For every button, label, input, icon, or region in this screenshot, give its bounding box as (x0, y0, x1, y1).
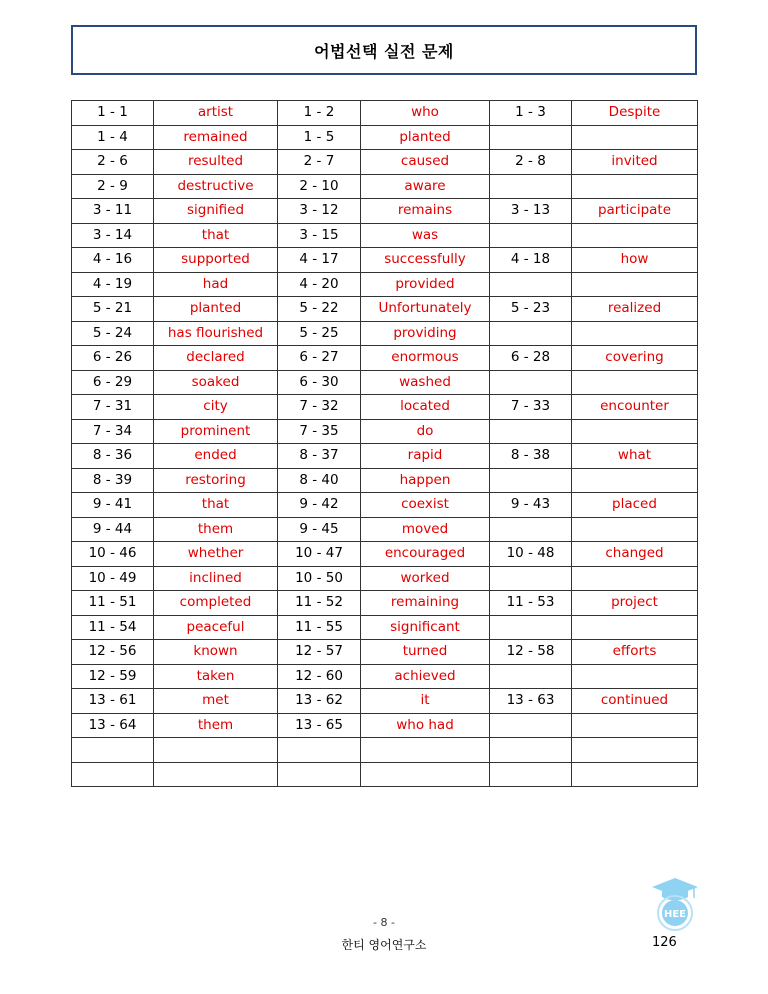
question-number-cell: 1 - 2 (278, 101, 361, 126)
answer-cell: continued (572, 689, 698, 714)
answer-cell: successfully (361, 248, 490, 273)
question-number-cell: 5 - 22 (278, 297, 361, 322)
question-number-cell: 12 - 57 (278, 640, 361, 665)
answer-cell: what (572, 444, 698, 469)
answer-cell (572, 566, 698, 591)
table-row (72, 125, 698, 150)
question-number-cell: 7 - 35 (278, 419, 361, 444)
question-number-cell (490, 566, 572, 591)
table-row (72, 174, 698, 199)
table-row (72, 321, 698, 346)
table-row (72, 223, 698, 248)
answer-cell: who (361, 101, 490, 126)
question-number-cell (72, 762, 154, 787)
answer-cell (572, 370, 698, 395)
question-number-cell: 6 - 29 (72, 370, 154, 395)
answer-cell: provided (361, 272, 490, 297)
question-number-cell: 13 - 63 (490, 689, 572, 714)
answer-cell (154, 762, 278, 787)
question-number-cell: 4 - 18 (490, 248, 572, 273)
answer-cell: known (154, 640, 278, 665)
page-number: - 8 - (373, 916, 395, 929)
answer-cell: soaked (154, 370, 278, 395)
answer-cell: participate (572, 199, 698, 224)
answer-cell: had (154, 272, 278, 297)
question-number-cell: 3 - 14 (72, 223, 154, 248)
answer-cell: resulted (154, 150, 278, 175)
question-number-cell: 7 - 31 (72, 395, 154, 420)
question-number-cell: 7 - 33 (490, 395, 572, 420)
answer-cell: rapid (361, 444, 490, 469)
table-row (72, 150, 698, 175)
table-row (72, 419, 698, 444)
table-row (72, 640, 698, 665)
answer-cell (572, 174, 698, 199)
answer-cell: taken (154, 664, 278, 689)
answer-cell (572, 125, 698, 150)
question-number-cell: 8 - 37 (278, 444, 361, 469)
answer-cell: do (361, 419, 490, 444)
table-row (72, 444, 698, 469)
question-number-cell: 10 - 50 (278, 566, 361, 591)
table-row (72, 395, 698, 420)
question-number-cell (278, 762, 361, 787)
question-number-cell: 2 - 10 (278, 174, 361, 199)
answer-cell: invited (572, 150, 698, 175)
answer-cell: caused (361, 150, 490, 175)
answer-cell: that (154, 223, 278, 248)
table-row (72, 101, 698, 126)
answer-cell: prominent (154, 419, 278, 444)
question-number-cell: 8 - 40 (278, 468, 361, 493)
question-number-cell: 7 - 32 (278, 395, 361, 420)
answer-cell (154, 738, 278, 763)
question-number-cell (72, 738, 154, 763)
table-row (72, 272, 698, 297)
question-number-cell: 10 - 49 (72, 566, 154, 591)
question-number-cell: 4 - 16 (72, 248, 154, 273)
question-number-cell: 12 - 58 (490, 640, 572, 665)
answer-cell: moved (361, 517, 490, 542)
answer-cell: destructive (154, 174, 278, 199)
question-number-cell (490, 272, 572, 297)
answer-cell (572, 419, 698, 444)
question-number-cell (490, 370, 572, 395)
answer-cell (572, 713, 698, 738)
question-number-cell (490, 174, 572, 199)
answer-cell (572, 321, 698, 346)
answer-cell: inclined (154, 566, 278, 591)
question-number-cell: 9 - 45 (278, 517, 361, 542)
answer-cell: that (154, 493, 278, 518)
question-number-cell: 6 - 30 (278, 370, 361, 395)
question-number-cell: 2 - 7 (278, 150, 361, 175)
question-number-cell (490, 517, 572, 542)
answer-cell: met (154, 689, 278, 714)
question-number-cell: 9 - 42 (278, 493, 361, 518)
question-number-cell (490, 762, 572, 787)
question-number-cell: 5 - 23 (490, 297, 572, 322)
answer-cell: artist (154, 101, 278, 126)
answer-cell: changed (572, 542, 698, 567)
question-number-cell: 9 - 41 (72, 493, 154, 518)
answer-cell: washed (361, 370, 490, 395)
question-number-cell: 2 - 9 (72, 174, 154, 199)
logo-text: HEE (663, 909, 687, 920)
answer-cell: enormous (361, 346, 490, 371)
question-number-cell: 1 - 4 (72, 125, 154, 150)
question-number-cell: 1 - 5 (278, 125, 361, 150)
answer-cell: supported (154, 248, 278, 273)
question-number-cell: 3 - 15 (278, 223, 361, 248)
answer-cell: whether (154, 542, 278, 567)
answer-cell: them (154, 517, 278, 542)
answer-cell: city (154, 395, 278, 420)
question-number-cell: 9 - 44 (72, 517, 154, 542)
answer-cell: restoring (154, 468, 278, 493)
question-number-cell: 8 - 39 (72, 468, 154, 493)
answer-cell: planted (154, 297, 278, 322)
question-number-cell: 3 - 13 (490, 199, 572, 224)
table-row (72, 248, 698, 273)
answer-cell: encouraged (361, 542, 490, 567)
table-row (72, 762, 698, 787)
table-row (72, 468, 698, 493)
table-row (72, 517, 698, 542)
table-row (72, 566, 698, 591)
table-row (72, 664, 698, 689)
answer-cell (572, 517, 698, 542)
answer-cell: encounter (572, 395, 698, 420)
question-number-cell (490, 615, 572, 640)
question-number-cell: 13 - 65 (278, 713, 361, 738)
answer-cell: covering (572, 346, 698, 371)
question-number-cell: 12 - 60 (278, 664, 361, 689)
answer-cell: how (572, 248, 698, 273)
answer-cell (361, 738, 490, 763)
answer-cell: them (154, 713, 278, 738)
question-number-cell (490, 664, 572, 689)
answer-cell (572, 468, 698, 493)
question-number-cell: 4 - 20 (278, 272, 361, 297)
answer-cell: was (361, 223, 490, 248)
answer-cell: signified (154, 199, 278, 224)
question-number-cell: 5 - 21 (72, 297, 154, 322)
question-number-cell: 6 - 27 (278, 346, 361, 371)
answer-cell: placed (572, 493, 698, 518)
answer-cell (572, 223, 698, 248)
answer-cell: declared (154, 346, 278, 371)
answer-cell: Despite (572, 101, 698, 126)
question-number-cell: 11 - 52 (278, 591, 361, 616)
question-number-cell: 5 - 24 (72, 321, 154, 346)
table-row (72, 689, 698, 714)
question-number-cell: 12 - 56 (72, 640, 154, 665)
table-row (72, 199, 698, 224)
answer-cell: it (361, 689, 490, 714)
answer-cell: coexist (361, 493, 490, 518)
table-row (72, 713, 698, 738)
question-number-cell: 11 - 54 (72, 615, 154, 640)
question-number-cell: 10 - 48 (490, 542, 572, 567)
question-number-cell (490, 223, 572, 248)
answer-cell: worked (361, 566, 490, 591)
answer-table-body (72, 101, 698, 787)
question-number-cell: 4 - 19 (72, 272, 154, 297)
answer-cell (361, 762, 490, 787)
answer-cell: located (361, 395, 490, 420)
question-number-cell: 5 - 25 (278, 321, 361, 346)
question-number-cell: 8 - 38 (490, 444, 572, 469)
answer-cell: turned (361, 640, 490, 665)
question-number-cell: 1 - 3 (490, 101, 572, 126)
answer-cell: Unfortunately (361, 297, 490, 322)
question-number-cell: 12 - 59 (72, 664, 154, 689)
publisher-name: 한티 영어연구소 (341, 938, 427, 952)
question-number-cell (490, 713, 572, 738)
answer-cell: significant (361, 615, 490, 640)
answer-cell: efforts (572, 640, 698, 665)
answer-cell (572, 615, 698, 640)
question-number-cell: 3 - 11 (72, 199, 154, 224)
question-number-cell: 10 - 46 (72, 542, 154, 567)
answer-cell (572, 738, 698, 763)
question-number-cell: 3 - 12 (278, 199, 361, 224)
table-row (72, 615, 698, 640)
answer-cell: aware (361, 174, 490, 199)
question-number-cell: 11 - 53 (490, 591, 572, 616)
answer-cell: remains (361, 199, 490, 224)
table-row (72, 297, 698, 322)
answer-cell: ended (154, 444, 278, 469)
question-number-cell: 9 - 43 (490, 493, 572, 518)
table-row (72, 591, 698, 616)
question-number-cell: 6 - 26 (72, 346, 154, 371)
table-row (72, 493, 698, 518)
question-number-cell: 13 - 62 (278, 689, 361, 714)
table-row (72, 542, 698, 567)
answer-cell: providing (361, 321, 490, 346)
question-number-cell: 11 - 51 (72, 591, 154, 616)
page-title: 어법선택 실전 문제 (314, 41, 454, 61)
question-number-cell: 11 - 55 (278, 615, 361, 640)
question-number-cell: 13 - 64 (72, 713, 154, 738)
total-page-number: 126 (652, 935, 677, 950)
question-number-cell: 1 - 1 (72, 101, 154, 126)
answer-cell: planted (361, 125, 490, 150)
question-number-cell (490, 468, 572, 493)
table-row (72, 346, 698, 371)
question-number-cell: 7 - 34 (72, 419, 154, 444)
answer-cell: realized (572, 297, 698, 322)
answer-cell: completed (154, 591, 278, 616)
table-row (72, 738, 698, 763)
answer-cell: remained (154, 125, 278, 150)
question-number-cell: 8 - 36 (72, 444, 154, 469)
question-number-cell: 2 - 6 (72, 150, 154, 175)
question-number-cell (490, 321, 572, 346)
question-number-cell: 13 - 61 (72, 689, 154, 714)
answer-cell (572, 272, 698, 297)
question-number-cell: 2 - 8 (490, 150, 572, 175)
answer-cell: has flourished (154, 321, 278, 346)
answer-cell: remaining (361, 591, 490, 616)
question-number-cell (490, 419, 572, 444)
answer-cell: achieved (361, 664, 490, 689)
question-number-cell: 6 - 28 (490, 346, 572, 371)
answer-table (71, 100, 698, 787)
answer-cell (572, 664, 698, 689)
answer-cell: project (572, 591, 698, 616)
question-number-cell (490, 738, 572, 763)
table-row (72, 370, 698, 395)
answer-cell: peaceful (154, 615, 278, 640)
answer-cell (572, 762, 698, 787)
answer-cell: who had (361, 713, 490, 738)
title-box (71, 25, 697, 75)
question-number-cell: 10 - 47 (278, 542, 361, 567)
question-number-cell (278, 738, 361, 763)
question-number-cell: 4 - 17 (278, 248, 361, 273)
question-number-cell (490, 125, 572, 150)
answer-cell: happen (361, 468, 490, 493)
